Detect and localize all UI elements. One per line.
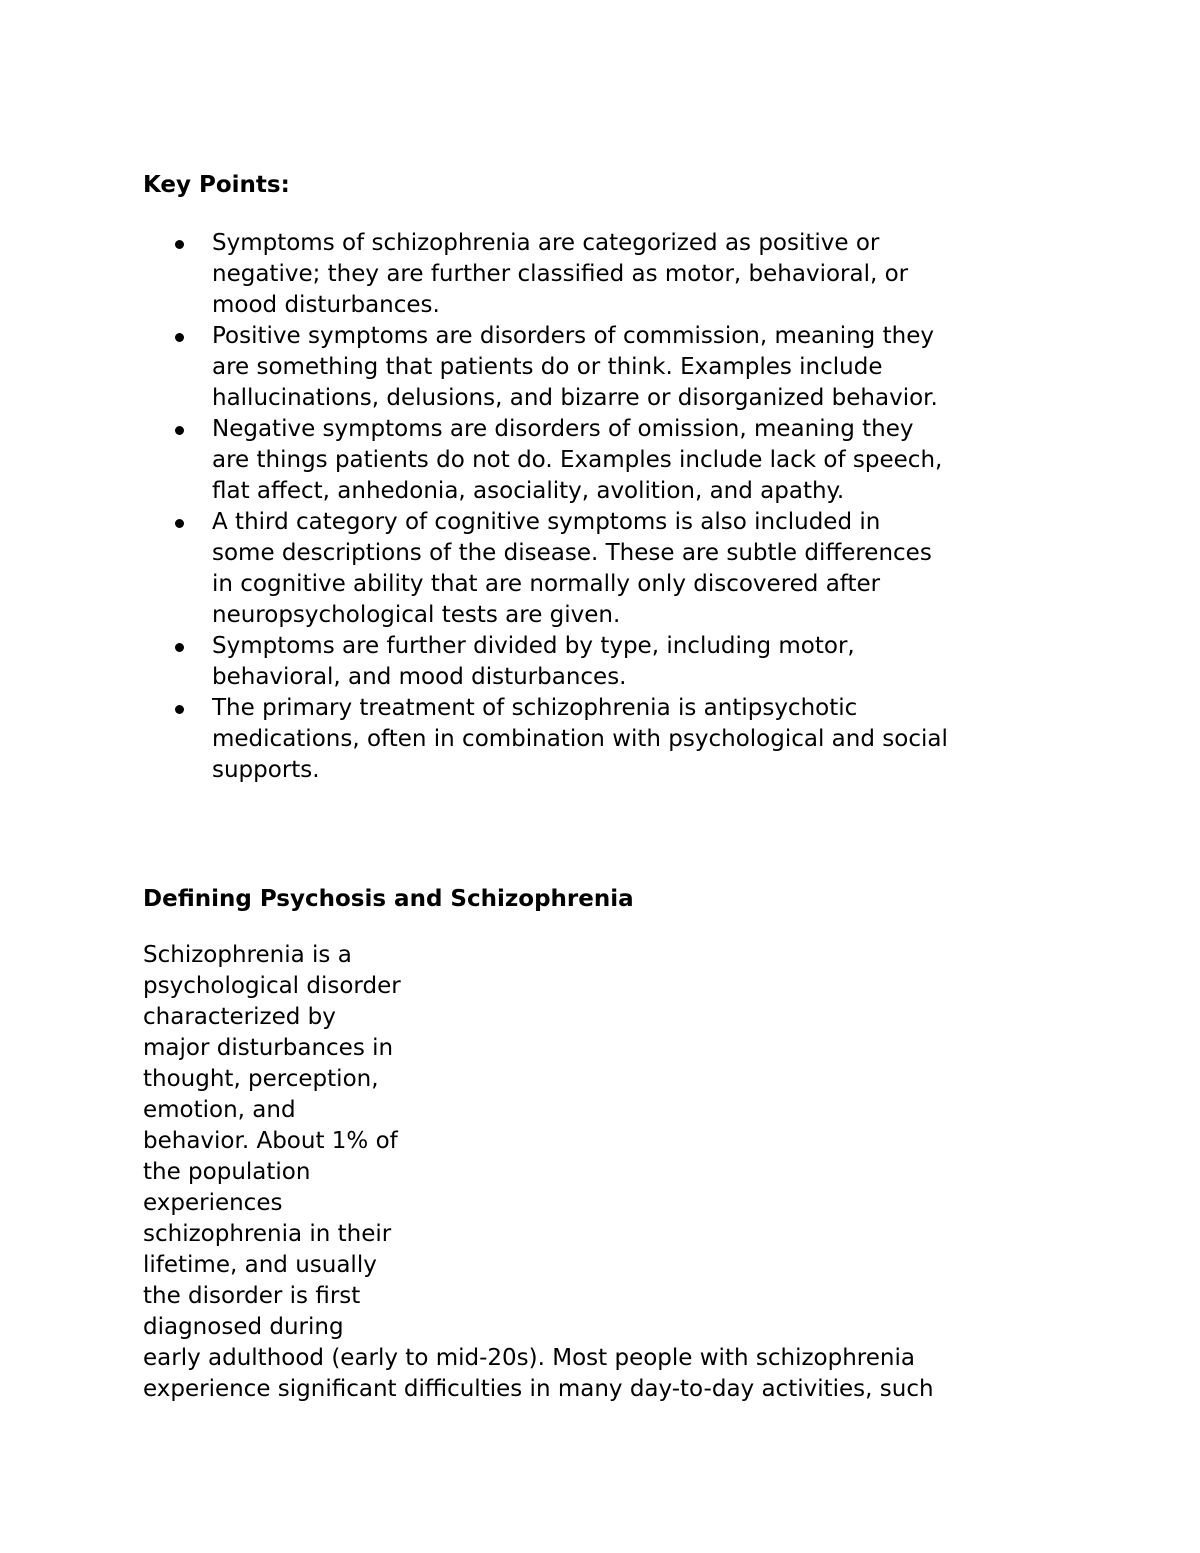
section-heading: Defining Psychosis and Schizophrenia — [143, 886, 634, 912]
bullet-icon — [175, 333, 184, 342]
list-item: Negative symptoms are disorders of omission, meaning they are things patients do not do. Examples include lack of speech, flat affect, anhedonia, asociality, avolition, and apathy. — [143, 414, 1072, 507]
paragraph-line: experiences — [143, 1190, 283, 1216]
list-item: Symptoms of schizophrenia are categorized as positive or negative; they are further classified as motor, behavioral, or mood disturbances. — [143, 228, 1072, 321]
paragraph-line: major disturbances in — [143, 1035, 394, 1061]
bullet-icon — [175, 705, 184, 714]
bullet-icon — [175, 426, 184, 435]
paragraph-line: thought, perception, — [143, 1066, 379, 1092]
bullet-icon — [175, 519, 184, 528]
paragraph-line: the population — [143, 1159, 311, 1185]
bullet-icon — [175, 643, 184, 652]
paragraph-line: behavior. About 1% of — [143, 1128, 398, 1154]
list-item: The primary treatment of schizophrenia is antipsychotic medications, often in combination with psychological and social supports. — [143, 693, 1072, 786]
list-item: Positive symptoms are disorders of commission, meaning they are something that patients do or think. Examples include hallucinations, delusions, and bizarre or disorganized behavior. — [143, 321, 1072, 414]
key-points-list — [143, 228, 1073, 786]
paragraph-line: early adulthood (early to mid-20s). Most people with schizophrenia — [143, 1345, 915, 1371]
paragraph-line: Schizophrenia is a — [143, 942, 352, 968]
paragraph-line: the disorder is first — [143, 1283, 361, 1309]
list-item: Symptoms are further divided by type, including motor, behavioral, and mood disturbances. — [143, 631, 1072, 693]
body-paragraph — [143, 940, 1073, 1405]
list-item: A third category of cognitive symptoms is also included in some descriptions of the disease. These are subtle differences in cognitive ability that are normally only discovered after neuropsychological tests are given. — [143, 507, 1072, 631]
paragraph-line: experience significant difficulties in many day-to-day activities, such — [143, 1376, 934, 1402]
paragraph-line: emotion, and — [143, 1097, 296, 1123]
paragraph-line: diagnosed during — [143, 1314, 344, 1340]
key-points-heading: Key Points: — [143, 172, 290, 198]
paragraph-line: schizophrenia in their — [143, 1221, 392, 1247]
paragraph-line: psychological disorder — [143, 973, 401, 999]
paragraph-line: characterized by — [143, 1004, 336, 1030]
document-page — [143, 170, 1073, 1405]
paragraph-line: lifetime, and usually — [143, 1252, 377, 1278]
bullet-icon — [175, 240, 184, 249]
